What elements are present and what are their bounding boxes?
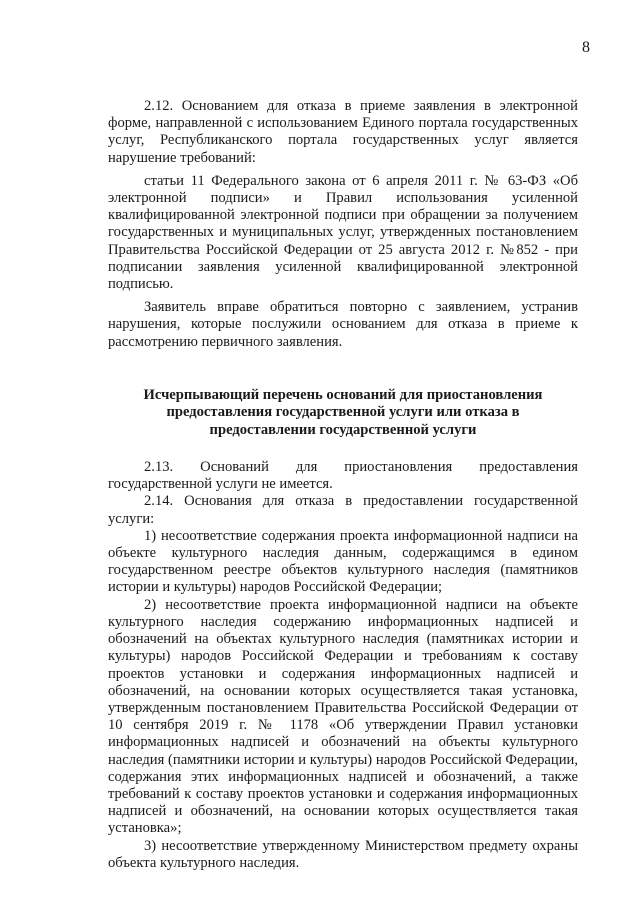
paragraph-2-14: 2.14. Основания для отказа в предоставлении государственной услуги: xyxy=(108,493,578,527)
paragraph-reapply: Заявитель вправе обратиться повторно с заявлением, устранив нарушения, которые послужили основанием для отказа в приеме к рассмотрению первичного заявления. xyxy=(108,299,578,350)
section-heading-line: предоставления государственной услуги или отказа в xyxy=(166,404,520,421)
page-number: 8 xyxy=(582,39,590,56)
list-item-2: 2) несоответствие проекта информационной надписи на объекте культурного наследия содержанию информационных надписей и обозначений на объектах культурного наследия (памятниках истории и культуры) народов Российской Федерации и требованиям к составу проектов установки и содержания информационных надписей и обозначений, на основании которых осуществляется такая установка, утвержденным постановлением Правительства Российской Федерации от 10 сентября 2019 г. № 1178 «Об утверждении Правил установки информационных надписей и обозначений на объекты культурного наследия (памятники истории и культуры) народов Российской Федерации, содержания этих информационных надписей и обозначений, а также требований к составу проектов установки и содержания информационных надписей и обозначений, на основании которых осуществляется такая установка»; xyxy=(108,596,578,837)
section-heading xyxy=(108,387,578,439)
list-item-3: 3) несоответствие утвержденному Министерством предмету охраны объекта культурного наследия. xyxy=(108,837,578,871)
list-item-1: 1) несоответствие содержания проекта информационной надписи на объекте культурного наследия данным, содержащимся в едином государственном реестре объектов культурного наследия (памятников истории и культуры) народов Российской Федерации; xyxy=(108,527,578,596)
paragraph-2-12: 2.12. Основанием для отказа в приеме заявления в электронной форме, направленной с использованием Единого портала государственных услуг, Республиканского портала государственных услуг является нарушение требований: xyxy=(108,98,578,166)
document-body xyxy=(108,98,578,872)
section-heading-line: предоставлении государственной услуги xyxy=(209,421,477,438)
paragraph-2-13: 2.13. Оснований для приостановления предоставления государственной услуги не имеется. xyxy=(108,459,578,493)
paragraph-law-reference: статьи 11 Федерального закона от 6 апреля 2011 г. № 63-ФЗ «Об электронной подписи» и Правил использования усиленной квалифицированной электронной подписи при обращении за получением государственных и муниципальных услуг, утвержденных постановлением Правительства Российской Федерации от 25 августа 2012 г. №852 - при подписании заявления усиленной квалифицированной электронной подписью. xyxy=(108,172,578,293)
section-heading-line: Исчерпывающий перечень оснований для приостановления xyxy=(143,386,543,403)
